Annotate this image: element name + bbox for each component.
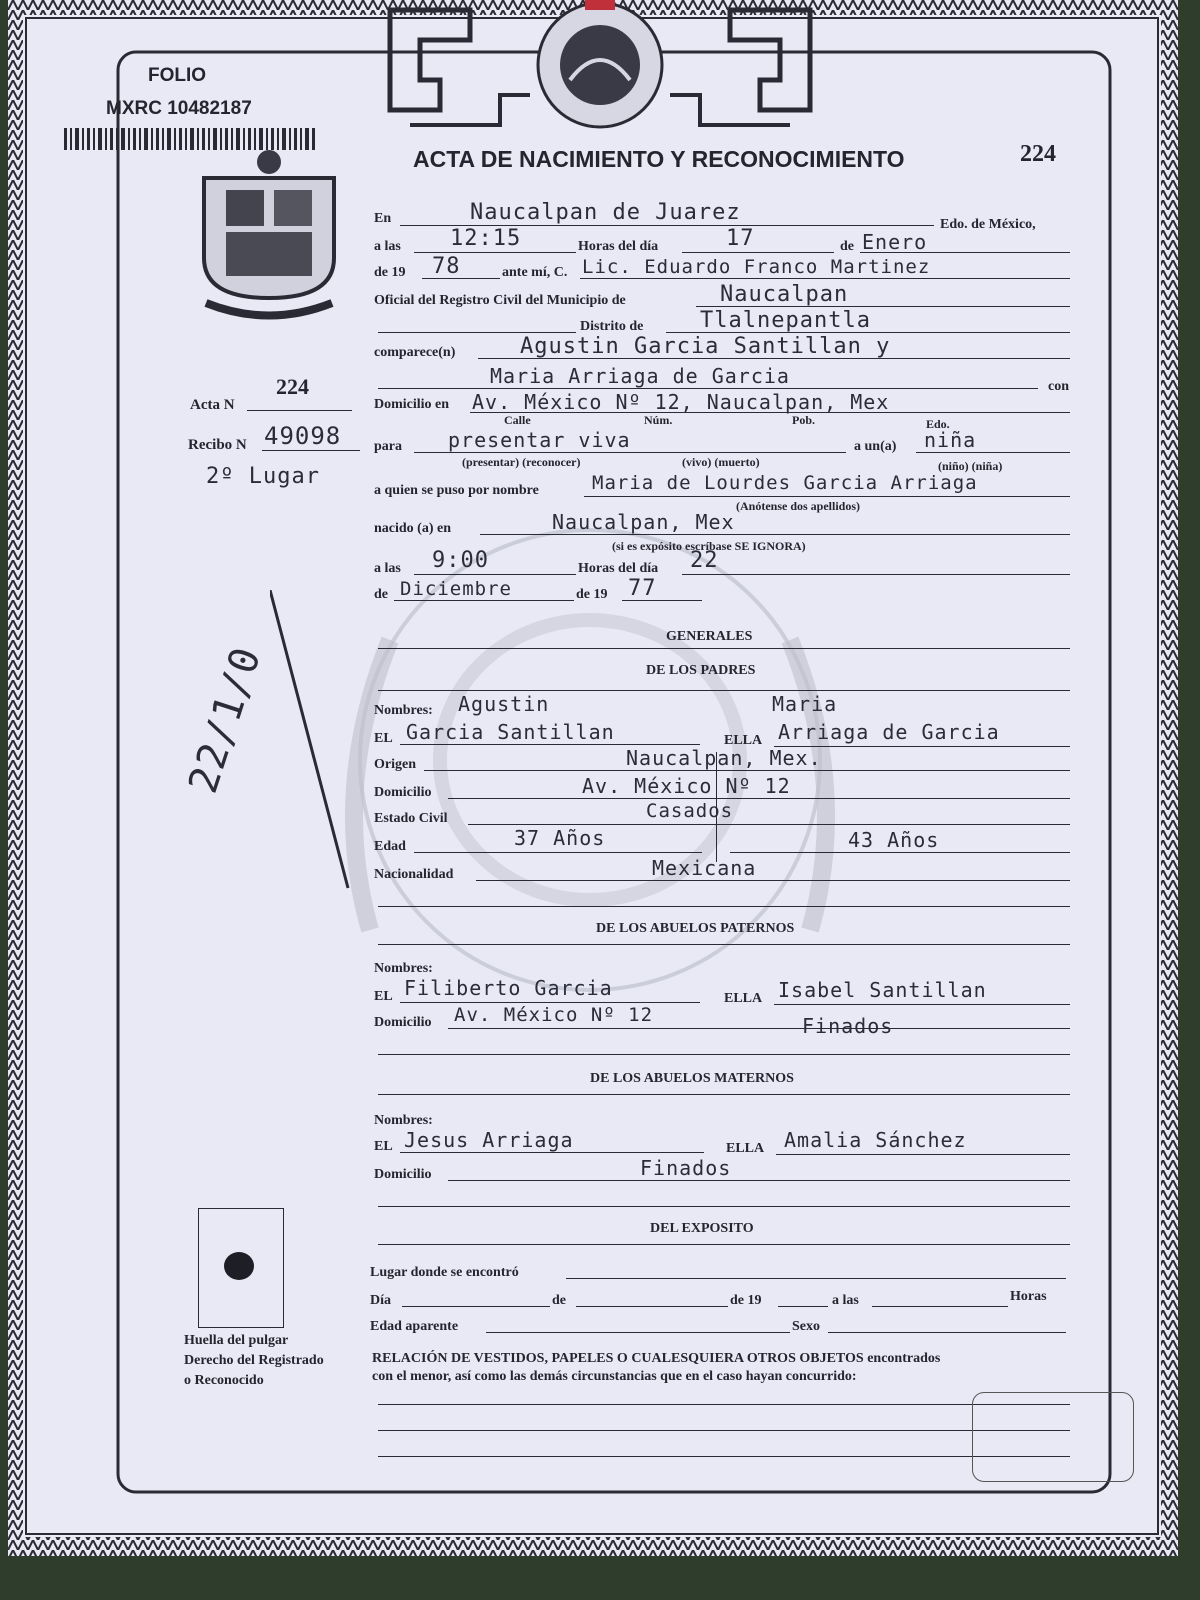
sub-apellidos: (Anótense dos apellidos) [736,499,861,513]
mes-value: Enero [862,230,928,254]
aun-value: niña [924,428,977,452]
maternos-nombres-label: Nombres: [374,1113,433,1128]
acta-number: 224 [276,374,309,399]
de-label: de [840,239,854,254]
acta-label: Acta N [190,397,235,413]
margin-note: 22/1/0 [180,641,271,799]
alas-value: 12:15 [450,226,522,251]
maternos-heading: DE LOS ABUELOS MATERNOS [590,1071,794,1086]
para-label: para [374,439,402,454]
padres-domicilio-label: Domicilio [374,785,432,800]
folio-number: MXRC 10482187 [106,98,252,119]
exposito-dia-label: Día [370,1293,391,1308]
exposito-heading: DEL EXPOSITO [650,1221,754,1236]
origen-value: Naucalpan, Mex. [626,746,822,770]
nombre-value: Maria de Lourdes Garcia Arriaga [592,472,978,494]
sub-pob: Pob. [792,413,816,427]
padre-edad: 37 Años [514,826,606,850]
exposito-de19-label: de 19 [730,1293,762,1308]
abuelo-materno-nombre: Jesus Arriaga [404,1128,574,1152]
nombre-label: a quien se puso por nombre [374,483,539,498]
estado-civil-label: Estado Civil [374,811,448,826]
padre-nombre: Agustin [458,692,550,716]
abuelo-paterno-nombre: Filiberto Garcia [404,976,613,1000]
horas-dia2-label: Horas del día [578,561,659,576]
padres-domicilio-value: Av. México Nº 12 [582,774,791,798]
para-value: presentar viva [448,428,631,452]
abuela-paterna-nombre: Isabel Santillan [778,978,987,1002]
sub-calle: Calle [504,413,531,427]
maternos-el-label: EL [374,1139,393,1154]
sub-presentar: (presentar) (reconocer) [462,455,581,469]
edad-label: Edad [374,839,406,854]
aun-label: a un(a) [854,439,897,454]
paternos-domicilio-value: Av. México Nº 12 [454,1004,654,1026]
stamp-box [972,1392,1134,1482]
horas-dia-label: Horas del día [578,239,659,254]
oficial-label: Oficial del Registro Civil del Municipio de [374,293,626,308]
maternos-ella-label: ELLA [726,1141,765,1156]
edad-aparente-label: Edad aparente [370,1319,459,1334]
madre-edad: 43 Años [848,828,940,852]
maternos-finados: Finados [640,1156,732,1180]
origen-label: Origen [374,757,416,772]
domicilio-label: Domicilio en [374,397,450,412]
con-label: con [1048,379,1069,394]
estado-civil-value: Casados [646,800,734,822]
de2-label: de [374,587,388,602]
sexo-label: Sexo [792,1319,820,1334]
alas2-label: a las [374,561,401,576]
relacion-line-1: RELACIÓN DE VESTIDOS, PAPELES O CUALESQUIERA OTROS OBJETOS encontrados [372,1351,941,1366]
nacionalidad-label: Nacionalidad [374,867,454,882]
paternos-finados: Finados [802,1014,894,1038]
mes2-value: Diciembre [400,578,512,600]
alas2-value: 9:00 [432,548,489,573]
recibo-label: Recibo N [188,437,247,453]
dia-value: 17 [726,226,755,251]
padre-apellido: Garcia Santillan [406,720,615,744]
padres-ella-label: ELLA [724,733,763,748]
thumb-caption-2: Derecho del Registrado [184,1353,324,1368]
folio-label: FOLIO [148,65,207,86]
nacionalidad-value: Mexicana [652,856,757,880]
padres-heading: DE LOS PADRES [646,663,756,678]
ante-label: ante mí, C. [502,265,568,280]
padres-el-label: EL [374,731,393,746]
generales-heading: GENERALES [666,629,753,644]
lugar-encontro-label: Lugar donde se encontró [370,1265,519,1280]
paternos-el-label: EL [374,989,393,1004]
thumbprint [224,1252,254,1280]
anio-value: 78 [432,254,461,279]
en-label: En [374,211,392,226]
distrito-value: Tlalnepantla [700,308,871,333]
title-number: 224 [1020,141,1056,167]
document-title: ACTA DE NACIMIENTO Y RECONOCIMIENTO [413,146,905,172]
de19-label: de 19 [374,265,406,280]
sub-num: Núm. [644,413,673,427]
paternos-heading: DE LOS ABUELOS PATERNOS [596,921,795,936]
thumb-caption-3: o Reconocido [184,1373,264,1388]
alas-label: a las [374,239,401,254]
comparece-value-1: Agustin Garcia Santillan y [520,334,891,359]
sub-edo: Edo. [926,417,950,431]
lugar-note: 2º Lugar [206,464,320,489]
padres-nombres-label: Nombres: [374,703,433,718]
exposito-horas-label: Horas [1010,1289,1047,1304]
anio2-value: 77 [628,576,657,601]
thumb-caption-1: Huella del pulgar [184,1333,289,1348]
estado-label: Edo. de México, [940,217,1036,232]
relacion-line-2: con el menor, así como las demás circunstancias que en el caso hayan concurrido: [372,1369,857,1384]
paternos-ella-label: ELLA [724,991,763,1006]
exposito-de-label: de [552,1293,566,1308]
paternos-domicilio-label: Domicilio [374,1015,432,1030]
exposito-alas-label: a las [832,1293,859,1308]
paternos-nombres-label: Nombres: [374,961,433,976]
sub-ignora: (si es expósito escríbase SE IGNORA) [612,539,806,553]
en-value: Naucalpan de Juarez [470,200,741,225]
recibo-number: 49098 [264,422,342,450]
dia2-value: 22 [690,548,719,573]
nacido-value: Naucalpan, Mex [552,510,735,534]
madre-apellido: Arriaga de Garcia [778,720,1000,744]
barcode [64,128,320,150]
domicilio-value: Av. México Nº 12, Naucalpan, Mex [472,390,890,414]
distrito-label: Distrito de [580,319,644,334]
comparece-label: comparece(n) [374,345,456,360]
national-seal [380,0,820,140]
sub-vivo: (vivo) (muerto) [682,455,760,469]
margin-stroke [270,590,350,890]
ante-value: Lic. Eduardo Franco Martinez [582,256,931,278]
nacido-label: nacido (a) en [374,521,451,536]
sub-nino: (niño) (niña) [938,459,1003,473]
de192-label: de 19 [576,587,608,602]
abuela-materna-nombre: Amalia Sánchez [784,1128,967,1152]
state-coat-of-arms [196,148,342,324]
comparece-value-2: Maria Arriaga de Garcia [490,364,790,388]
maternos-domicilio-label: Domicilio [374,1167,432,1182]
municipio-value: Naucalpan [720,282,849,307]
madre-nombre: Maria [772,692,838,716]
